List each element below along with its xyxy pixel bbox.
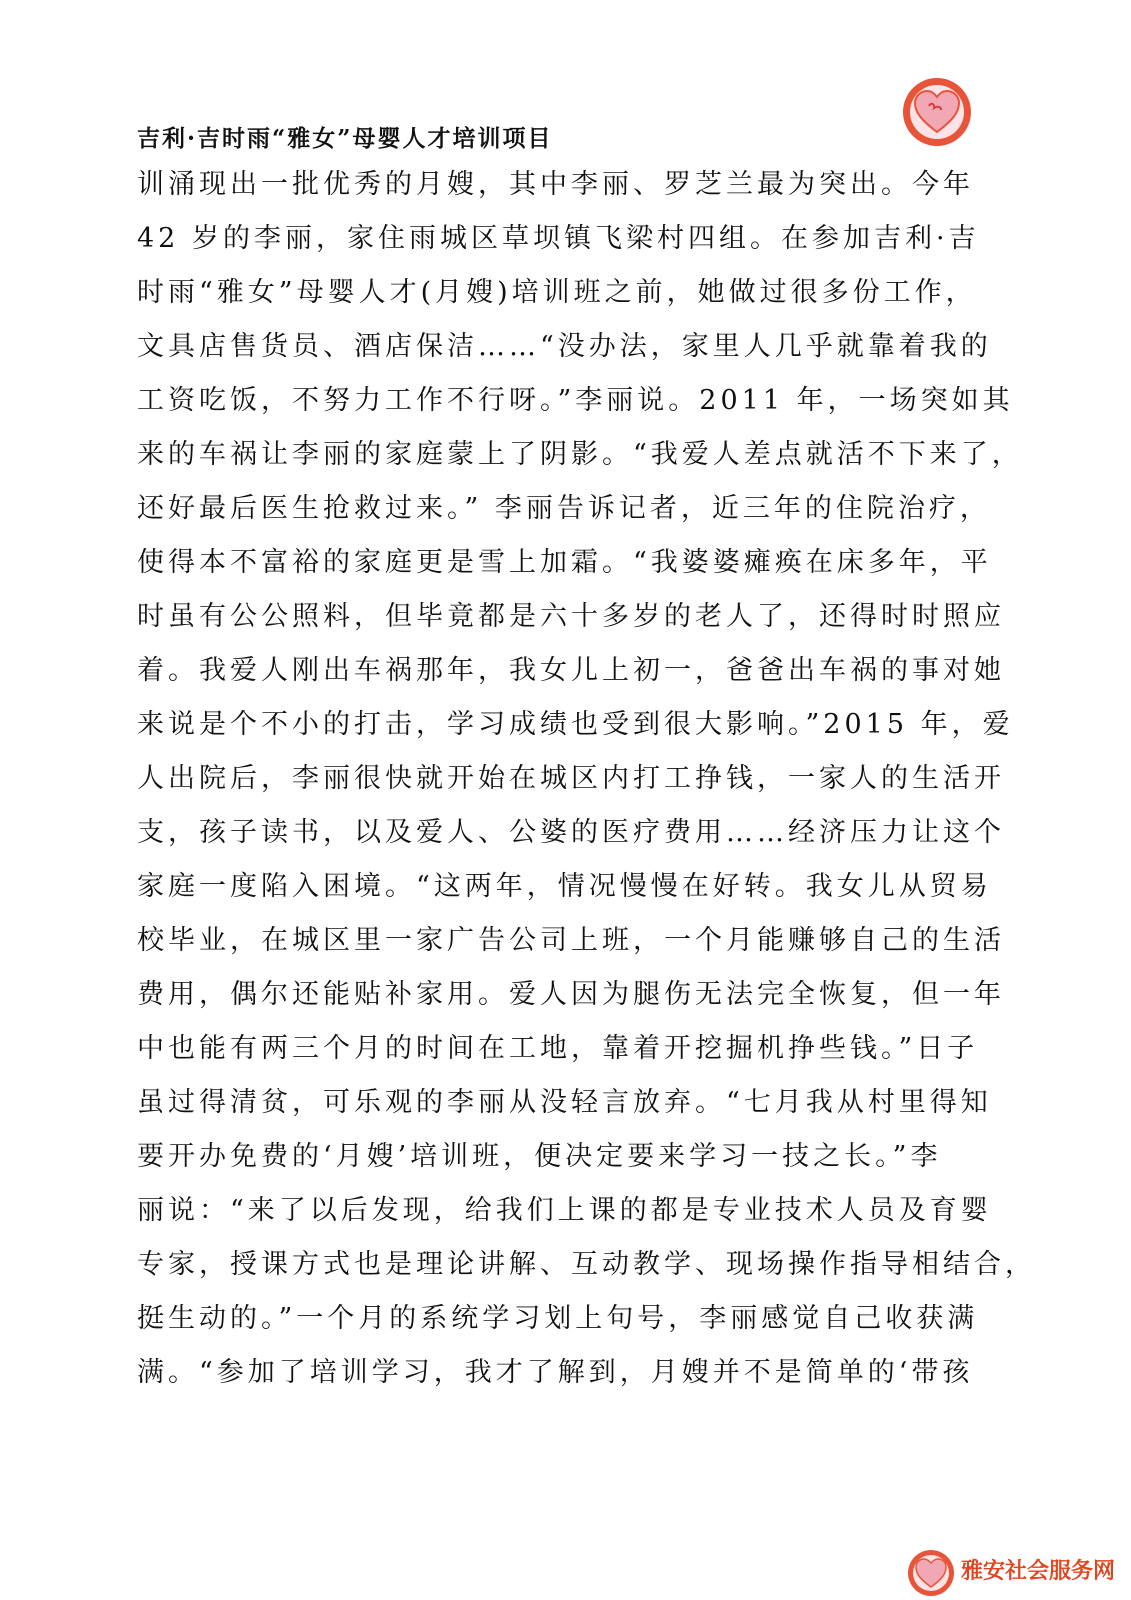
- footer-brand-text: 雅安社会服务网: [961, 1559, 1116, 1584]
- article-body: [137, 158, 1036, 1400]
- heart-logo-icon: [906, 1548, 956, 1598]
- document-header-title: 吉利·吉时雨“雅女”母婴人才培训项目: [137, 125, 553, 152]
- text-line: 来说是个不小的打击，学习成绩也受到很大影响。”2015 年，爱: [137, 709, 1014, 740]
- text-line: 时虽有公公照料，但毕竟都是六十多岁的老人了，还得时时照应: [137, 601, 1005, 632]
- text-line: 时雨“雅女”母婴人才(月嫂)培训班之前，她做过很多份工作，: [137, 277, 977, 308]
- text-line: 费用，偶尔还能贴补家用。爱人因为腿伤无法完全恢复，但一年: [137, 979, 1005, 1010]
- text-line: 文具店售货员、酒店保洁……“没办法，家里人几乎就靠着我的: [137, 331, 992, 362]
- text-line: 使得本不富裕的家庭更是雪上加霜。“我婆婆瘫痪在床多年，平: [137, 547, 992, 578]
- text-line: 家庭一度陷入困境。“这两年，情况慢慢在好转。我女儿从贸易: [137, 871, 992, 902]
- text-line: 校毕业，在城区里一家广告公司上班，一个月能赚够自己的生活: [137, 925, 1005, 956]
- text-line: 虽过得清贫，可乐观的李丽从没轻言放弃。“七月我从村里得知: [137, 1087, 992, 1118]
- text-line: 人出院后，李丽很快就开始在城区内打工挣钱，一家人的生活开: [137, 763, 1005, 794]
- text-line: 满。“参加了培训学习，我才了解到，月嫂并不是简单的‘带孩: [137, 1357, 974, 1388]
- text-line: 来的车祸让李丽的家庭蒙上了阴影。“我爱人差点就活不下来了，: [137, 439, 1023, 470]
- text-line: 专家，授课方式也是理论讲解、互动教学、现场操作指导相结合，: [137, 1249, 1036, 1280]
- text-line: 中也能有两三个月的时间在工地，靠着开挖掘机挣些钱。”日子: [137, 1033, 979, 1064]
- text-line: 丽说：“来了以后发现，给我们上课的都是专业技术人员及育婴: [137, 1195, 992, 1226]
- text-line: 42 岁的李丽，家住雨城区草坝镇飞梁村四组。在参加吉利·吉: [137, 223, 980, 254]
- heart-logo-icon: [901, 76, 973, 148]
- footer-watermark[interactable]: [906, 1542, 1131, 1600]
- text-line: 工资吃饭，不努力工作不行呀。”李丽说。2011 年，一场突如其: [137, 385, 1014, 416]
- text-line: 支，孩子读书，以及爱人、公婆的医疗费用……经济压力让这个: [137, 817, 1005, 848]
- text-line: 挺生动的。”一个月的系统学习划上句号，李丽感觉自己收获满: [137, 1303, 979, 1334]
- text-line: 训涌现出一批优秀的月嫂，其中李丽、罗芝兰最为突出。今年: [137, 169, 974, 200]
- text-line: 还好最后医生抢救过来。” 李丽告诉记者，近三年的住院治疗，: [137, 493, 991, 524]
- text-line: 着。我爱人刚出车祸那年，我女儿上初一，爸爸出车祸的事对她: [137, 655, 1005, 686]
- text-line: 要开办免费的‘月嫂’培训班，便决定要来学习一技之长。”李: [137, 1141, 942, 1172]
